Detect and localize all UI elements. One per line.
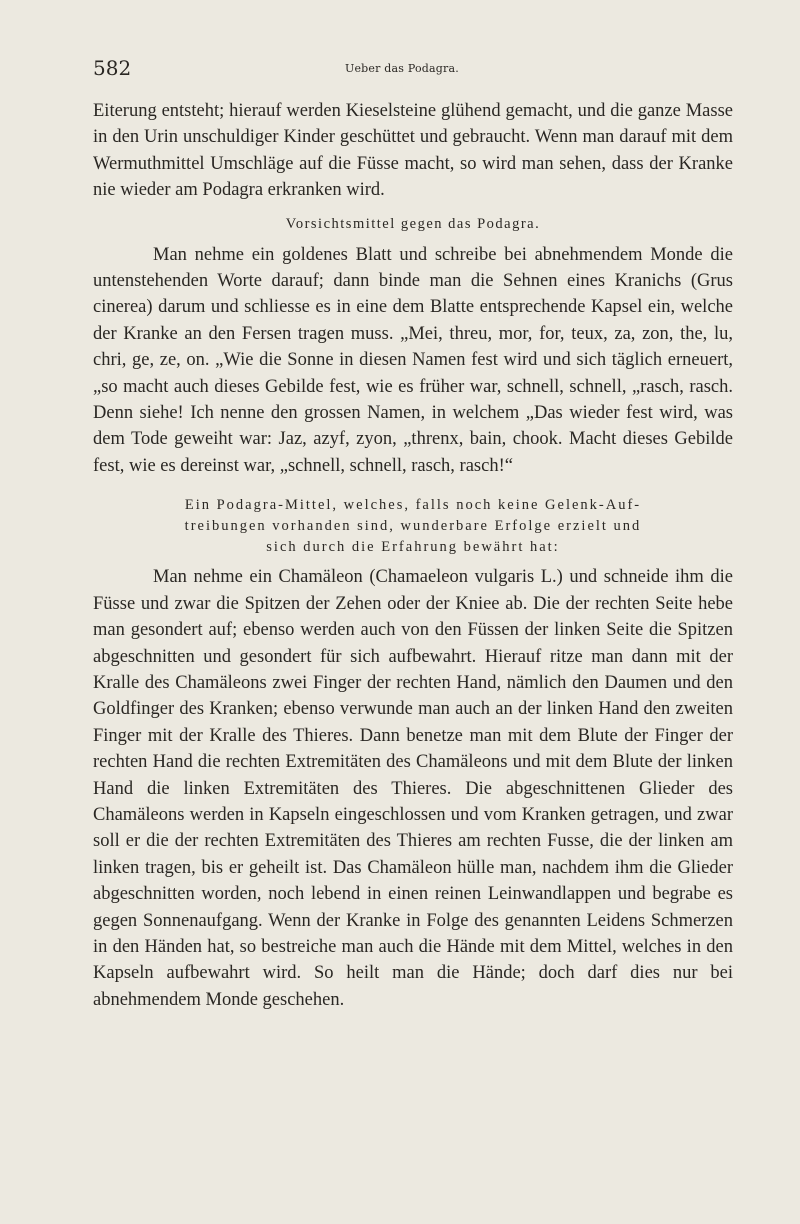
paragraph-continued: Eiterung entsteht; hierauf werden Kieselsteine glühend gemacht, und die ganze Masse in den Urin unschuldiger Kinder geschüttet und gebraucht. Wenn man darauf mit dem Wermuthmittel Umschläge auf die Füsse macht, so wird man sehen, dass der Kranke nie wieder am Podagra erkranken wird. bbox=[93, 101, 733, 201]
page-header bbox=[93, 56, 733, 88]
section-heading-precautions: Vorsichtsmittel gegen das Podagra. bbox=[285, 215, 541, 232]
body-text bbox=[93, 98, 733, 1013]
page-number: 582 bbox=[93, 56, 132, 80]
paragraph-chameleon: Man nehme ein Chamäleon (Chamaeleon vulgaris L.) und schneide ihm die Füsse und zwar die Spitzen der Zehen oder der Kniee ab. Die der rechten Seite hebe man gesondert auf; ebenso werden auch von den Füssen der linken Seite die Spitzen abgeschnitten und gesondert für sich aufbewahrt. Hierauf ritze man dann mit der Kralle des Chamäleons zwei Finger der rechten Hand, nämlich den Daumen und den Goldfinger des Kranken; ebenso verwunde man auch an der linken Hand den zweiten Finger mit der Kralle des Thieres. Dann benetze man mit dem Blute der Finger der rechten Hand die rechten Extremitäten des Chamäleons und mit dem Blute der linken Hand die linken Extremitäten des Thieres. Die abgeschnittenen Glieder des Chamäleons werden in Kapseln eingeschlossen und vom Kranken getragen, und zwar soll er die der rechten Extremitäten des Thieres am rechten Fusse, die der linken am linken tragen, bis er geheilt ist. Das Chamäleon hülle man, nachdem ihm die Glieder abgeschnitten worden, noch lebend in einen reinen Leinwandlappen und begrabe es gegen Sonnenaufgang. Wenn der Kranke in Folge des genannten Leidens Schmerzen in den Händen hat, so bestreiche man auch die Hände mit dem Mittel, welches in den Kapseln aufbewahrt wird. So heilt man die Hände; doch darf dies nur bei abnehmendem Monde geschehen. bbox=[93, 567, 733, 1010]
heading-line: sich durch die Erfahrung bewährt hat: bbox=[266, 539, 560, 556]
heading-line: Ein Podagra-Mittel, welches, falls noch keine Gelenk-Auf- bbox=[184, 497, 642, 514]
paragraph-golden-leaf: Man nehme ein goldenes Blatt und schreibe bei abnehmendem Monde die untenstehenden Worte darauf; dann binde man die Sehnen eines Kranichs (Grus cinerea) darum und schliesse es in eine dem Blatte entsprechende Kapsel ein, welche der Kranke an den Fersen tragen muss. „Mei, threu, mor, for, teux, za, zon, the, lu, chri, ge, ze, on. „Wie die Sonne in diesen Namen fest wird und sich täglich erneuert, „so macht auch dieses Gebilde fest, wie es früher war, schnell, schnell, „rasch, rasch. Denn siehe! Ich nenne den grossen Namen, in welchem „Das wieder fest wird, was dem Tode geweiht war: Jaz, azyf, zyon, „threnx, bain, chook. Macht dieses Gebilde fest, wie es dereinst war, „schnell, schnell, rasch, rasch!“ bbox=[93, 244, 733, 476]
heading-line: treibungen vorhanden sind, wunderbare Erfolge erzielt und bbox=[184, 518, 642, 535]
section-heading-remedy bbox=[85, 495, 741, 558]
running-title: Ueber das Podagra. bbox=[345, 62, 459, 75]
